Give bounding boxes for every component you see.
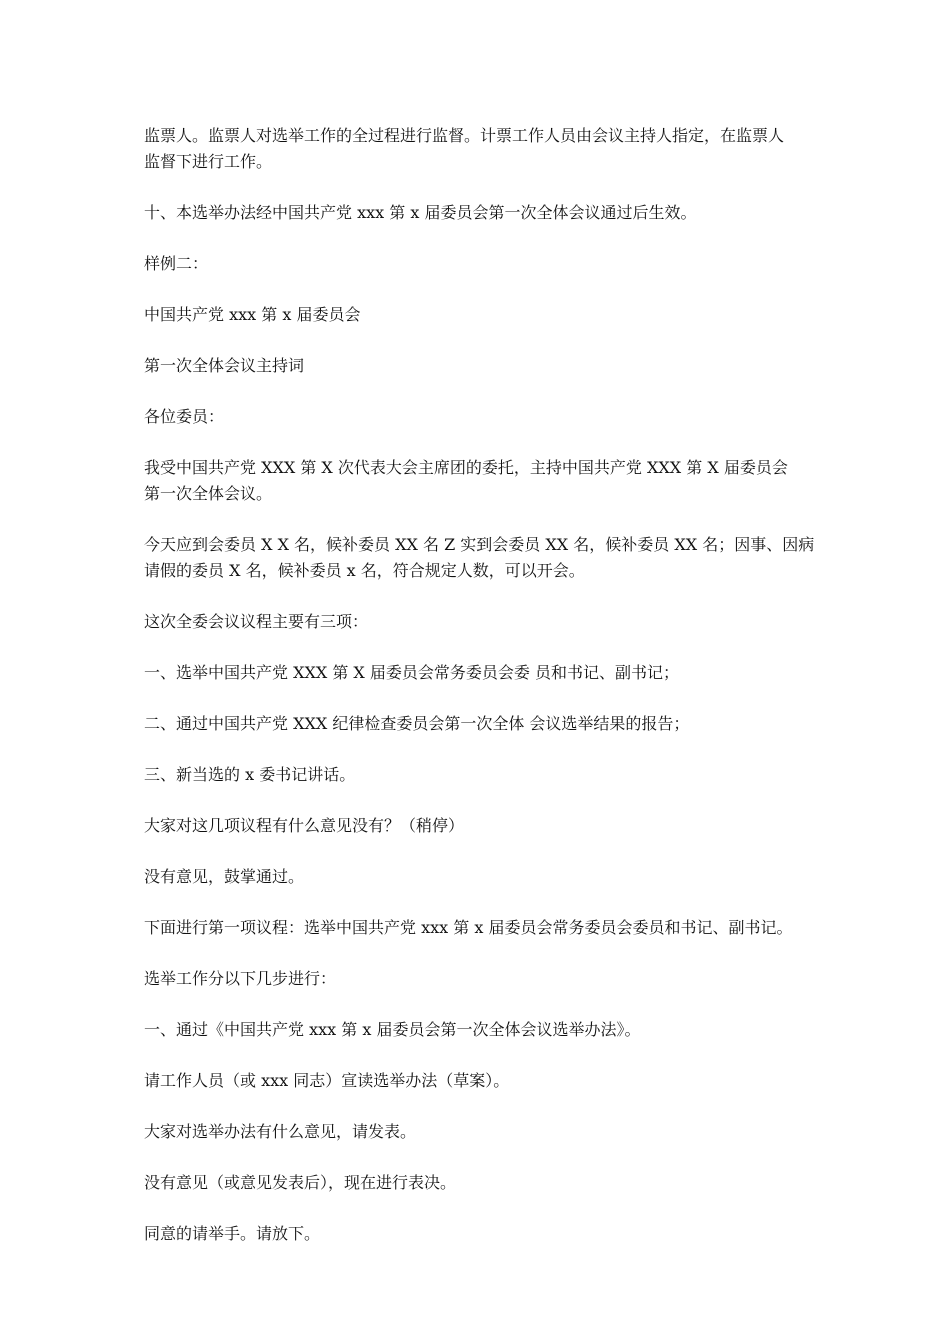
paragraph-agenda-question — [144, 813, 816, 839]
text-line: 没有意见（或意见发表后），现在进行表决。 — [144, 1173, 457, 1192]
text-line: 这次全委会议议程主要有三项： — [144, 612, 369, 631]
document-body — [144, 123, 816, 1272]
paragraph-agenda-item-3 — [144, 762, 816, 788]
text-line: 十、本选举办法经中国共产党 xxx 第 x 届委员会第一次全体会议通过后生效。 — [144, 203, 697, 222]
text-line: 没有意见，鼓掌通过。 — [144, 867, 305, 886]
text-line: 下面进行第一项议程：选举中国共产党 xxx 第 x 届委员会常务委员会委员和书记、副书记。 — [144, 918, 793, 937]
paragraph-agenda-item-1 — [144, 660, 816, 686]
paragraph-supervision — [144, 123, 816, 175]
text-line: 同意的请举手。请放下。 — [144, 1224, 321, 1243]
text-line: 二、通过中国共产党 XXX 纪律检查委员会第一次全体 会议选举结果的报告； — [144, 714, 690, 733]
paragraph-invite-opinions — [144, 1119, 816, 1145]
paragraph-salutation — [144, 404, 816, 430]
text-line: 今天应到会委员 X X 名，候补委员 XX 名 Z 实到会委员 XX 名，候补委员 XX 名；因事、因病 — [144, 535, 815, 554]
text-line: 第一次全体会议。 — [144, 484, 273, 503]
paragraph-script-title — [144, 353, 816, 379]
paragraph-opening — [144, 455, 816, 507]
paragraph-agenda-approved — [144, 864, 816, 890]
text-line: 监票人。监票人对选举工作的全过程进行监督。计票工作人员由会议主持人指定，在监票人 — [144, 126, 785, 145]
paragraph-steps-intro — [144, 966, 816, 992]
text-line: 我受中国共产党 XXX 第 X 次代表大会主席团的委托，主持中国共产党 XXX 第 X 届委员会 — [144, 458, 788, 477]
text-line: 一、选举中国共产党 XXX 第 X 届委员会常务委员会委 员和书记、副书记； — [144, 663, 679, 682]
text-line: 一、通过《中国共产党 xxx 第 x 届委员会第一次全体会议选举办法》。 — [144, 1020, 641, 1039]
text-line: 大家对这几项议程有什么意见没有？（稍停） — [144, 816, 465, 835]
text-line: 请假的委员 X 名，候补委员 x 名，符合规定人数，可以开会。 — [144, 561, 585, 580]
paragraph-first-item — [144, 915, 816, 941]
text-line: 第一次全体会议主持词 — [144, 356, 305, 375]
text-line: 监督下进行工作。 — [144, 152, 273, 171]
paragraph-effective-clause — [144, 200, 816, 226]
text-line: 样例二： — [144, 254, 209, 273]
text-line: 各位委员： — [144, 407, 225, 426]
paragraph-read-method — [144, 1068, 816, 1094]
paragraph-vote — [144, 1170, 816, 1196]
paragraph-agenda-intro — [144, 609, 816, 635]
text-line: 请工作人员（或 xxx 同志）宣读选举办法（草案）。 — [144, 1071, 510, 1090]
paragraph-raise-hands — [144, 1221, 816, 1247]
text-line: 三、新当选的 x 委书记讲话。 — [144, 765, 356, 784]
text-line: 大家对选举办法有什么意见，请发表。 — [144, 1122, 417, 1141]
paragraph-agenda-item-2 — [144, 711, 816, 737]
paragraph-committee-title — [144, 302, 816, 328]
text-line: 中国共产党 xxx 第 x 届委员会 — [144, 305, 361, 324]
text-line: 选举工作分以下几步进行： — [144, 969, 337, 988]
paragraph-step-1 — [144, 1017, 816, 1043]
paragraph-attendance — [144, 532, 816, 584]
paragraph-sample-heading — [144, 251, 816, 277]
